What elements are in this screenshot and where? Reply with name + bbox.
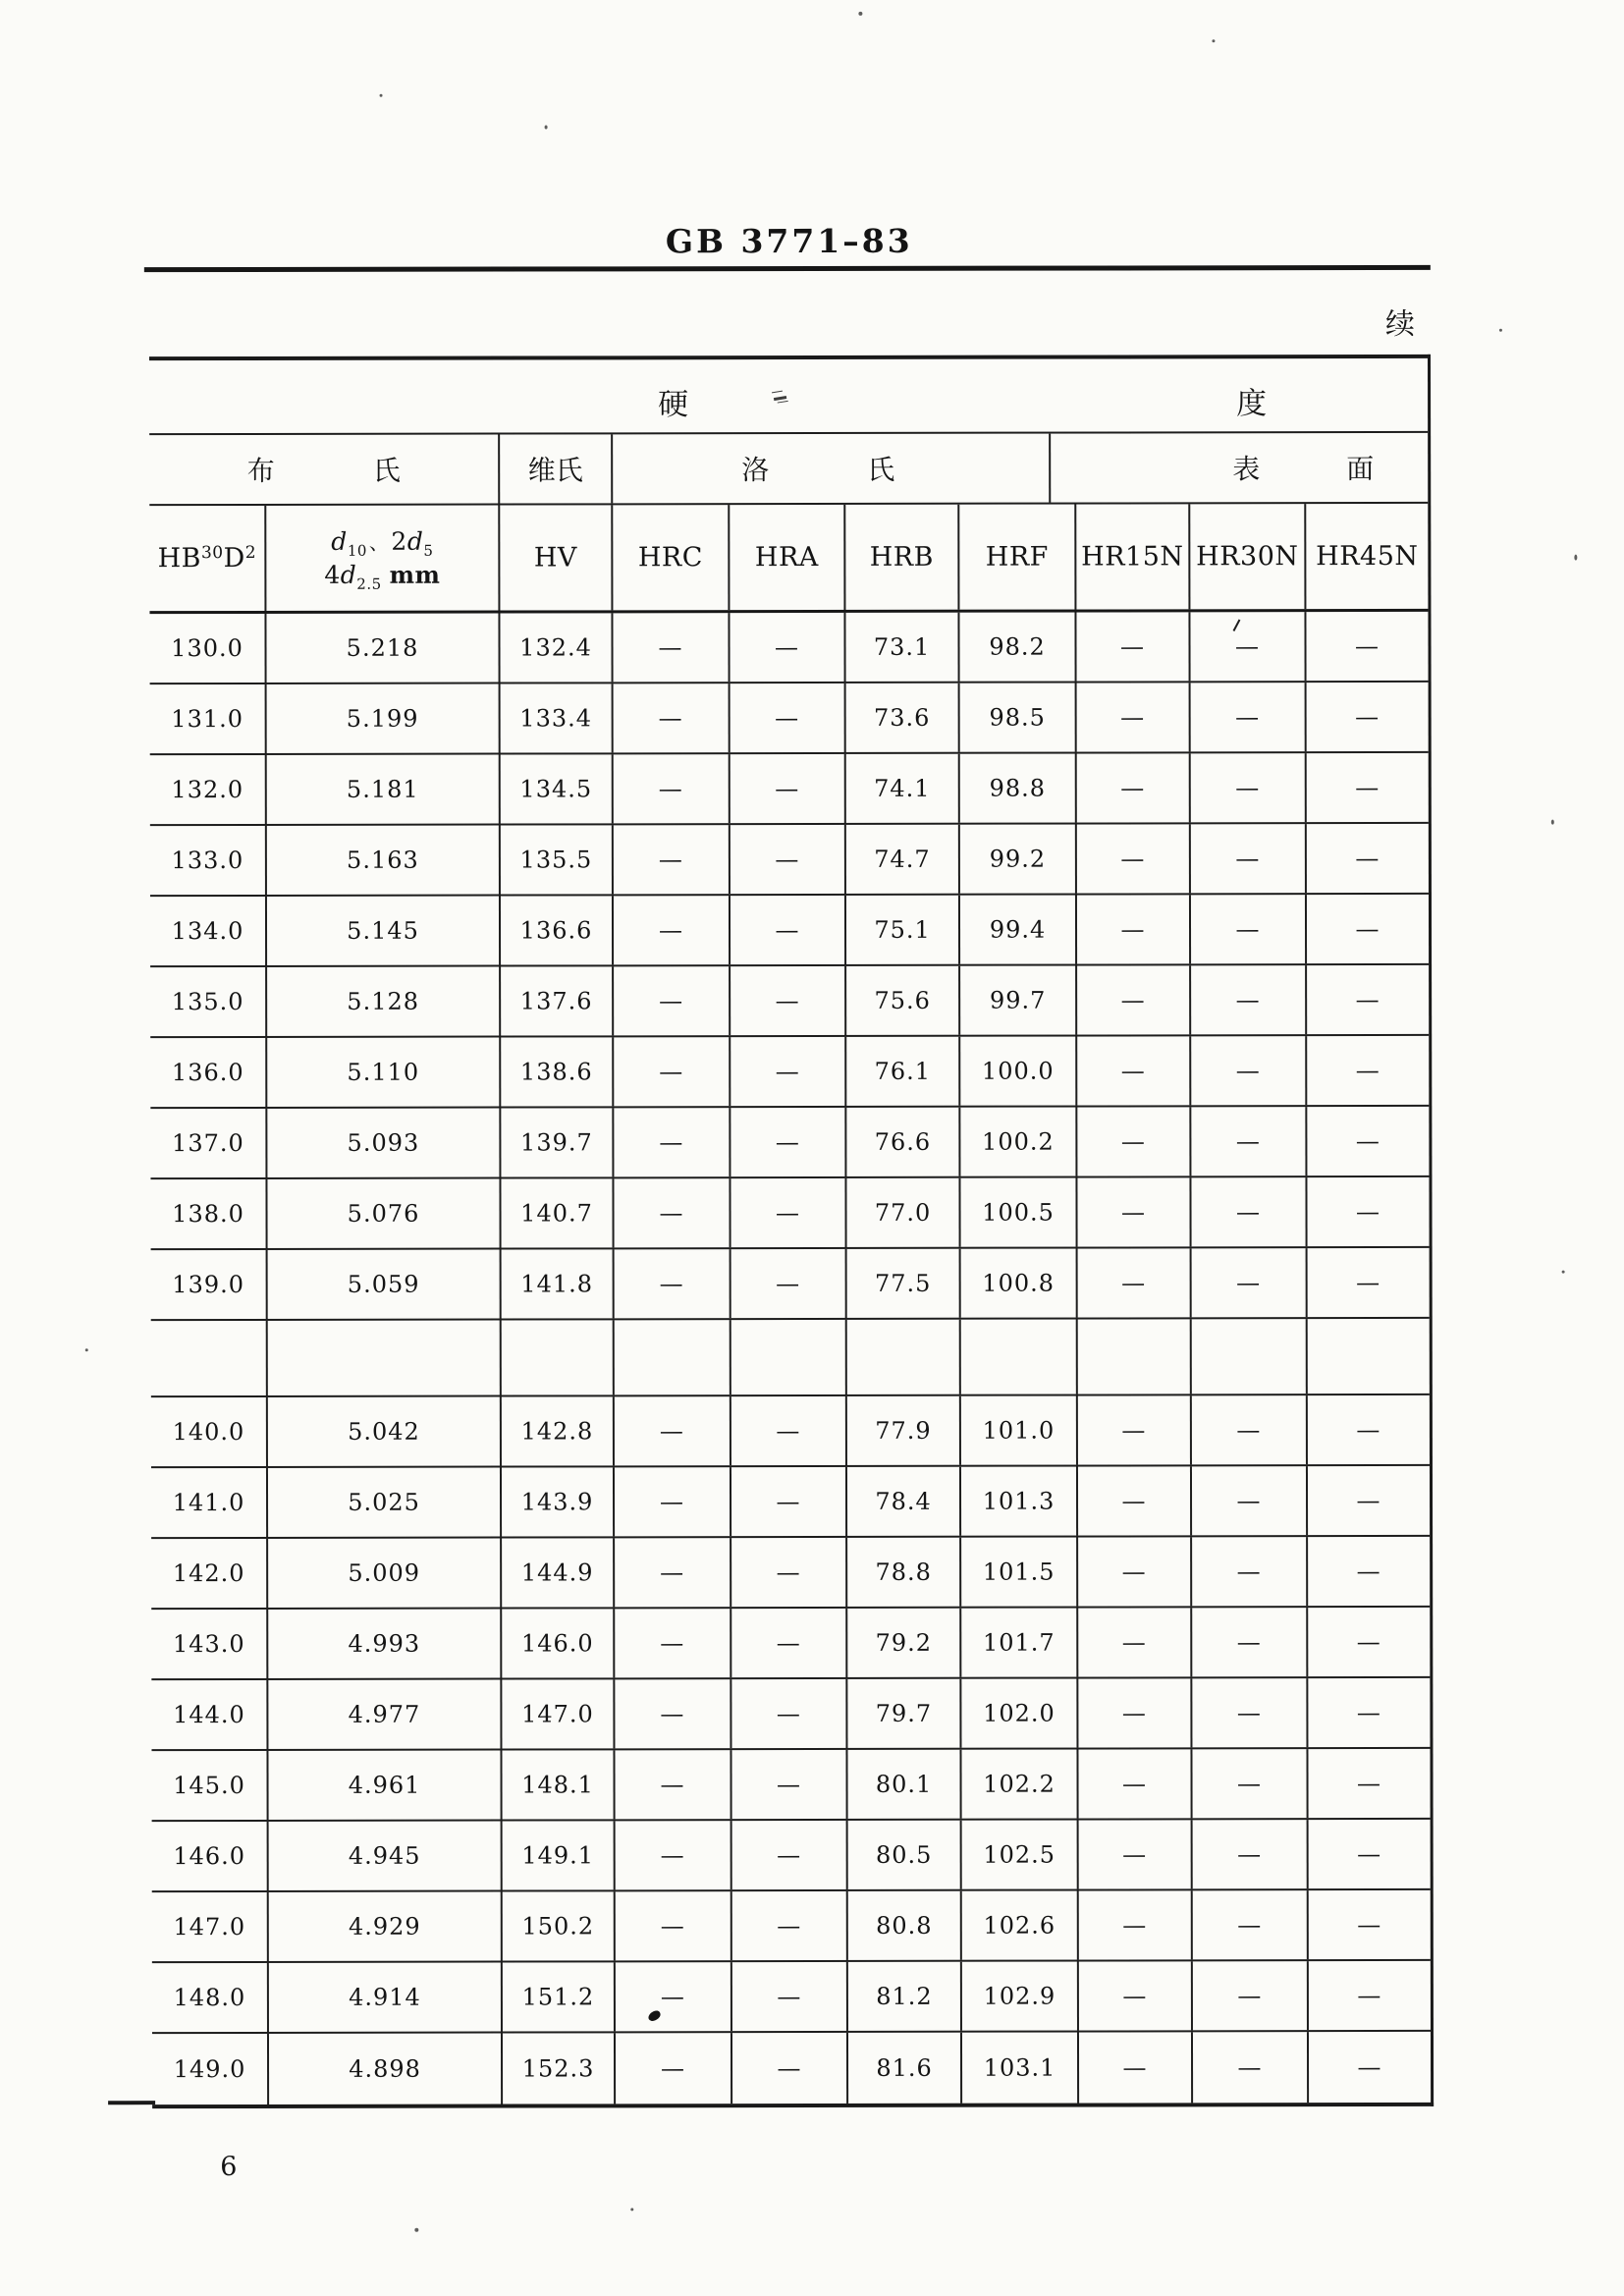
table-cell: 102.0 [961,1679,1078,1748]
table-cell: 5.110 [267,1038,501,1107]
table-span-header-hardness [149,358,1428,435]
scan-speck [1574,555,1577,561]
table-cell: 136.6 [501,896,614,964]
table-cell [961,1320,1078,1394]
group-char: 面 [1346,453,1375,486]
table-cell: 77.0 [846,1178,960,1247]
table-cell: 142.8 [502,1396,615,1465]
table-cell: — [1078,1466,1192,1535]
table-cell: 5.199 [267,684,501,753]
table-cell: — [730,613,845,682]
table-cell: 138.0 [150,1179,267,1248]
table-cell: — [1192,1395,1308,1464]
table-cell: — [731,1679,847,1748]
table-cell: 101.3 [961,1467,1078,1536]
table-cell: — [1078,1749,1192,1818]
table-cell: — [1357,2052,1382,2082]
table-cell: — [1191,1036,1307,1105]
table-cell: — [1191,824,1307,893]
table-cell: — [1357,1839,1382,1869]
column-header-hrc: HRC [613,505,730,610]
table-cell: 74.1 [846,754,960,823]
table-cell: — [1077,1036,1191,1105]
table-cell: 81.2 [848,1962,962,2031]
table-cell: — [615,1249,731,1318]
table-cell: 76.6 [846,1108,960,1176]
table-cell: — [1077,1107,1191,1175]
table-cell: — [616,1962,732,2031]
table-cell: 152.3 [503,2033,616,2104]
table-cell: — [614,966,731,1035]
table-cell: 142.0 [151,1539,268,1608]
hardness-char-right: 度 [1236,386,1268,422]
table-cell: 5.076 [267,1179,501,1248]
table-cell: — [1193,2032,1309,2103]
table-cell: — [731,896,846,964]
table-cell: 103.1 [962,2033,1079,2104]
table-cell: 137.6 [501,966,614,1035]
table-cell: — [1193,1961,1309,2030]
table-row [150,1107,1429,1179]
table-cell: — [1193,1890,1309,1959]
table-cell: — [1190,612,1306,681]
table-cell: — [731,1249,847,1318]
table-cell: 73.1 [845,613,959,682]
table-cell: — [615,1396,731,1465]
column-header-hr30n: HR30N [1190,504,1306,609]
table-cell: — [1355,985,1380,1014]
table-cell: 147.0 [502,1679,615,1748]
table-cell: 80.5 [848,1821,962,1889]
table-cell: — [1355,844,1380,873]
table-cell: 148.0 [152,1963,269,2032]
group-char: 布 [246,454,275,488]
table-cell: 80.8 [848,1891,962,1960]
table-cell: 134.5 [501,754,614,823]
table-cell: 78.4 [847,1467,961,1536]
table-cell: — [615,1467,731,1536]
table-cell: — [1192,1537,1308,1606]
table-row [150,753,1429,826]
table-cell: — [614,896,731,964]
group-char: 表 [1232,453,1261,486]
table-cell: 146.0 [152,1822,269,1890]
continued-label: 续 [1384,306,1415,342]
table-cell: 143.0 [151,1610,268,1678]
table-cell: 137.0 [150,1109,267,1177]
table-cell: 99.2 [960,825,1077,894]
table-cell: — [731,1108,846,1176]
group-char: 洛 [741,454,770,487]
table-cell: 4.929 [269,1892,503,1961]
table-cell: 5.218 [266,614,500,683]
table-cell: 75.1 [846,896,960,964]
table-row [150,824,1429,897]
table-row [150,965,1429,1038]
table-row [150,683,1429,755]
table-cell: — [1355,1197,1381,1227]
table-cell: 4.993 [268,1610,502,1678]
column-header-hrb: HRB [845,505,959,610]
table-cell: — [731,1609,847,1677]
table-cell: 4.977 [268,1680,502,1749]
table-cell: 76.1 [846,1037,960,1106]
table-cell: — [1356,1415,1381,1445]
table-row [151,1608,1430,1680]
table-cell [1308,1319,1430,1394]
table-cell: 100.0 [960,1037,1077,1106]
table-cell: 79.7 [847,1679,961,1748]
table-cell: 134.0 [150,897,267,965]
table-cell: — [1078,1248,1192,1317]
table-cell: — [615,1609,731,1677]
table-cell: — [1191,1107,1307,1175]
table-row [151,1248,1430,1321]
table-cell: 148.1 [502,1750,615,1819]
table-cell: 4.898 [269,2034,503,2105]
table-cell: — [1077,683,1191,751]
table-cell: — [1078,1395,1192,1464]
table-cell [615,1320,731,1394]
table-cell [502,1320,615,1394]
table-cell: — [1191,895,1307,963]
table-cell: — [1357,1769,1382,1798]
table-row [151,1466,1430,1539]
scan-speck [1551,820,1554,825]
table-cell: — [1355,702,1380,732]
scan-speck [1562,1271,1565,1274]
table-cell: 150.2 [503,1891,616,1960]
table-cell: 4.961 [268,1751,502,1820]
table-cell: — [731,683,846,752]
table-cell: — [615,1750,731,1819]
table-cell: — [1079,1890,1193,1959]
table-cell: — [731,1178,846,1247]
table-cell: 101.0 [961,1396,1078,1465]
table-cell: — [1355,773,1380,802]
table-cell: 5.093 [267,1109,501,1177]
group-header-brinell [149,435,500,505]
table-cell: 132.0 [150,755,267,824]
table-cell: 4.945 [269,1822,503,1890]
scan-speck [1212,39,1215,42]
title-rule [144,265,1431,272]
table-cell: — [731,825,846,894]
table-cell: — [732,1962,848,2031]
table-cell: 79.2 [847,1609,961,1677]
table-cell: — [732,2033,848,2104]
table-cell: 102.6 [962,1891,1079,1960]
scan-speck [1499,329,1502,332]
table-cell: — [1078,1608,1192,1676]
scan-speck [545,125,548,129]
table-cell: — [614,825,731,894]
table-cell: — [1357,1981,1382,2010]
scan-speck [380,94,383,97]
table-cell: — [1193,1820,1309,1888]
table-cell: 5.009 [268,1539,502,1608]
table-cell: — [732,1891,848,1960]
table-cell: 140.7 [501,1178,614,1247]
table-cell: 101.7 [961,1609,1078,1677]
table-cell: — [1077,895,1191,963]
table-cell: — [731,1750,847,1819]
table-cell: — [1192,1608,1308,1676]
column-header-indentation-diameter: $d_{10}$、$2d_5$ $4d_{2.5}$ mm [266,506,500,611]
table-cell: — [731,1037,846,1106]
table-row-empty [151,1319,1430,1397]
table-cell: — [1356,1557,1381,1586]
table-cell: 98.2 [959,613,1076,682]
table-cell: — [731,1396,847,1465]
table-cell: 77.5 [847,1249,961,1318]
table-cell: — [1078,1537,1192,1606]
table-cell: 141.0 [151,1468,268,1537]
table-cell: — [732,1821,848,1889]
table-cell: — [1076,612,1190,681]
column-header-hrf: HRF [959,505,1076,610]
hardness-conversion-table [149,355,1434,2108]
table-cell: — [1077,824,1191,893]
column-header-hb30d2: $HB^{30}D^2$ [149,506,266,611]
table-cell: — [1079,1820,1193,1888]
table-cell: — [1077,753,1191,822]
table-cell: 132.4 [500,613,613,682]
scan-speck [630,2208,633,2211]
table-cell [731,1320,847,1394]
table-cell: 147.0 [152,1892,269,1961]
table-cell: — [731,1467,847,1536]
table-cell: 144.0 [151,1680,268,1749]
table-cell: 99.7 [960,966,1077,1035]
table-cell: 139.7 [501,1108,614,1176]
table-cell: — [616,1891,732,1960]
table-cell: 77.9 [847,1396,961,1465]
table-row [151,1678,1430,1751]
standard-number-title: GB 3771–83 [665,221,913,261]
ink-smudge-artifact [774,396,786,401]
table-cell: — [1191,1177,1307,1246]
table-cell: — [1356,1627,1381,1657]
table-cell: 146.0 [502,1609,615,1677]
table-cell: 130.0 [149,614,266,683]
table-cell: 73.6 [846,683,960,752]
table-cell: 102.9 [962,1962,1079,2031]
table-cell: — [1354,631,1380,661]
table-cell: — [1355,914,1380,944]
table-row [151,1395,1430,1468]
table-cell: — [614,754,731,823]
table-cell: 133.4 [501,683,614,752]
table-cell: 131.0 [150,684,267,753]
table-cell [847,1320,961,1394]
table-cell: 100.5 [960,1178,1077,1247]
table-cell: — [731,1538,847,1607]
scan-speck [414,2228,418,2232]
table-cell: 149.1 [503,1821,616,1889]
table-cell: 143.9 [502,1467,615,1536]
table-cell: — [1192,1248,1308,1317]
table-cell: 5.181 [267,755,501,824]
table-cell: — [1192,1749,1308,1818]
table-cell [1078,1319,1192,1394]
table-row [152,2032,1431,2105]
table-cell: 5.128 [267,967,501,1036]
table-cell: 133.0 [150,826,267,895]
group-char: 氏 [867,453,895,486]
table-row [151,1537,1430,1610]
table-cell: 102.2 [961,1750,1078,1819]
table-cell [151,1321,268,1395]
table-cell: — [613,613,730,682]
table-cell: — [616,1821,732,1889]
table-row [152,1820,1431,1892]
group-char: 氏 [372,454,401,487]
table-cell: — [1192,1466,1308,1535]
table-cell: 75.6 [846,966,960,1035]
table-cell: 102.5 [962,1821,1079,1889]
table-cell [268,1321,502,1395]
table-cell: 139.0 [151,1250,268,1319]
group-header-row [149,433,1428,506]
column-header-hv: HV [500,505,613,610]
page-number: 6 [220,2152,238,2183]
scan-speck [858,12,862,16]
hardness-char-left: 硬 [658,387,689,423]
table-cell: 5.025 [268,1468,502,1537]
table-cell: — [1356,1268,1381,1297]
table-cell: 141.8 [502,1249,615,1318]
table-cell: 5.059 [268,1250,502,1319]
table-cell: — [614,683,731,752]
table-cell: 100.8 [961,1249,1078,1318]
table-cell: — [1191,965,1307,1034]
table-row [151,1749,1430,1822]
table-cell: — [1079,1961,1193,2030]
table-cell [1192,1319,1308,1394]
table-cell: — [1192,1678,1308,1747]
table-cell: — [1078,1678,1192,1747]
table-cell: — [1356,1486,1381,1515]
group-header-rockwell [587,434,1051,504]
table-cell: — [616,2033,732,2104]
table-cell: 144.9 [502,1538,615,1607]
table-cell: 98.8 [960,754,1077,823]
table-cell: 135.5 [501,825,614,894]
table-row [152,1961,1431,2034]
table-cell: 99.4 [960,896,1077,964]
table-cell: — [614,1178,731,1247]
table-cell: 135.0 [150,967,267,1036]
scan-speck [85,1348,88,1351]
column-header-row [149,504,1428,614]
table-cell: 5.042 [268,1397,502,1466]
table-cell: — [1355,1126,1380,1156]
table-cell: 4.914 [269,1963,503,2032]
table-cell: — [1079,2032,1193,2103]
table-cell: — [1191,683,1307,751]
table-cell: 138.6 [501,1037,614,1106]
table-cell: — [731,754,846,823]
bottom-rule-extension [108,2101,155,2105]
group-header-surface [1127,433,1479,503]
table-cell: 151.2 [503,1962,616,2031]
table-cell: — [615,1538,731,1607]
table-row [150,895,1429,967]
table-cell: 140.0 [151,1397,268,1466]
table-cell: — [1356,1698,1381,1727]
table-cell: 5.163 [267,826,501,895]
group-char: 维氏 [527,454,583,487]
table-cell: — [1357,1910,1382,1940]
table-cell: 78.8 [847,1538,961,1607]
table-cell: — [1077,965,1191,1034]
column-header-hr45n: HR45N [1316,540,1419,573]
column-header-hr15n: HR15N [1076,504,1190,609]
table-row [152,1890,1431,1963]
table-cell: 100.2 [960,1108,1077,1176]
table-cell: 149.0 [152,2034,269,2105]
table-cell: 81.6 [848,2033,962,2104]
table-cell: 80.1 [847,1750,961,1819]
table-cell: — [1077,1177,1191,1246]
table-cell: — [614,1108,731,1176]
table-cell: 145.0 [151,1751,268,1820]
table-row [150,1177,1429,1250]
table-cell: 101.5 [961,1538,1078,1607]
table-cell: — [731,966,846,1035]
table-cell: — [615,1679,731,1748]
table-cell: 136.0 [150,1038,267,1107]
table-row [150,1036,1429,1109]
table-cell: 74.7 [846,825,960,894]
table-cell: 98.5 [960,683,1077,752]
column-header-hra: HRA [730,505,845,610]
table-cell: — [1191,753,1307,822]
table-cell: — [614,1037,731,1106]
table-cell: — [1355,1056,1380,1085]
table-body [149,612,1431,2105]
table-cell: 5.145 [267,897,501,965]
